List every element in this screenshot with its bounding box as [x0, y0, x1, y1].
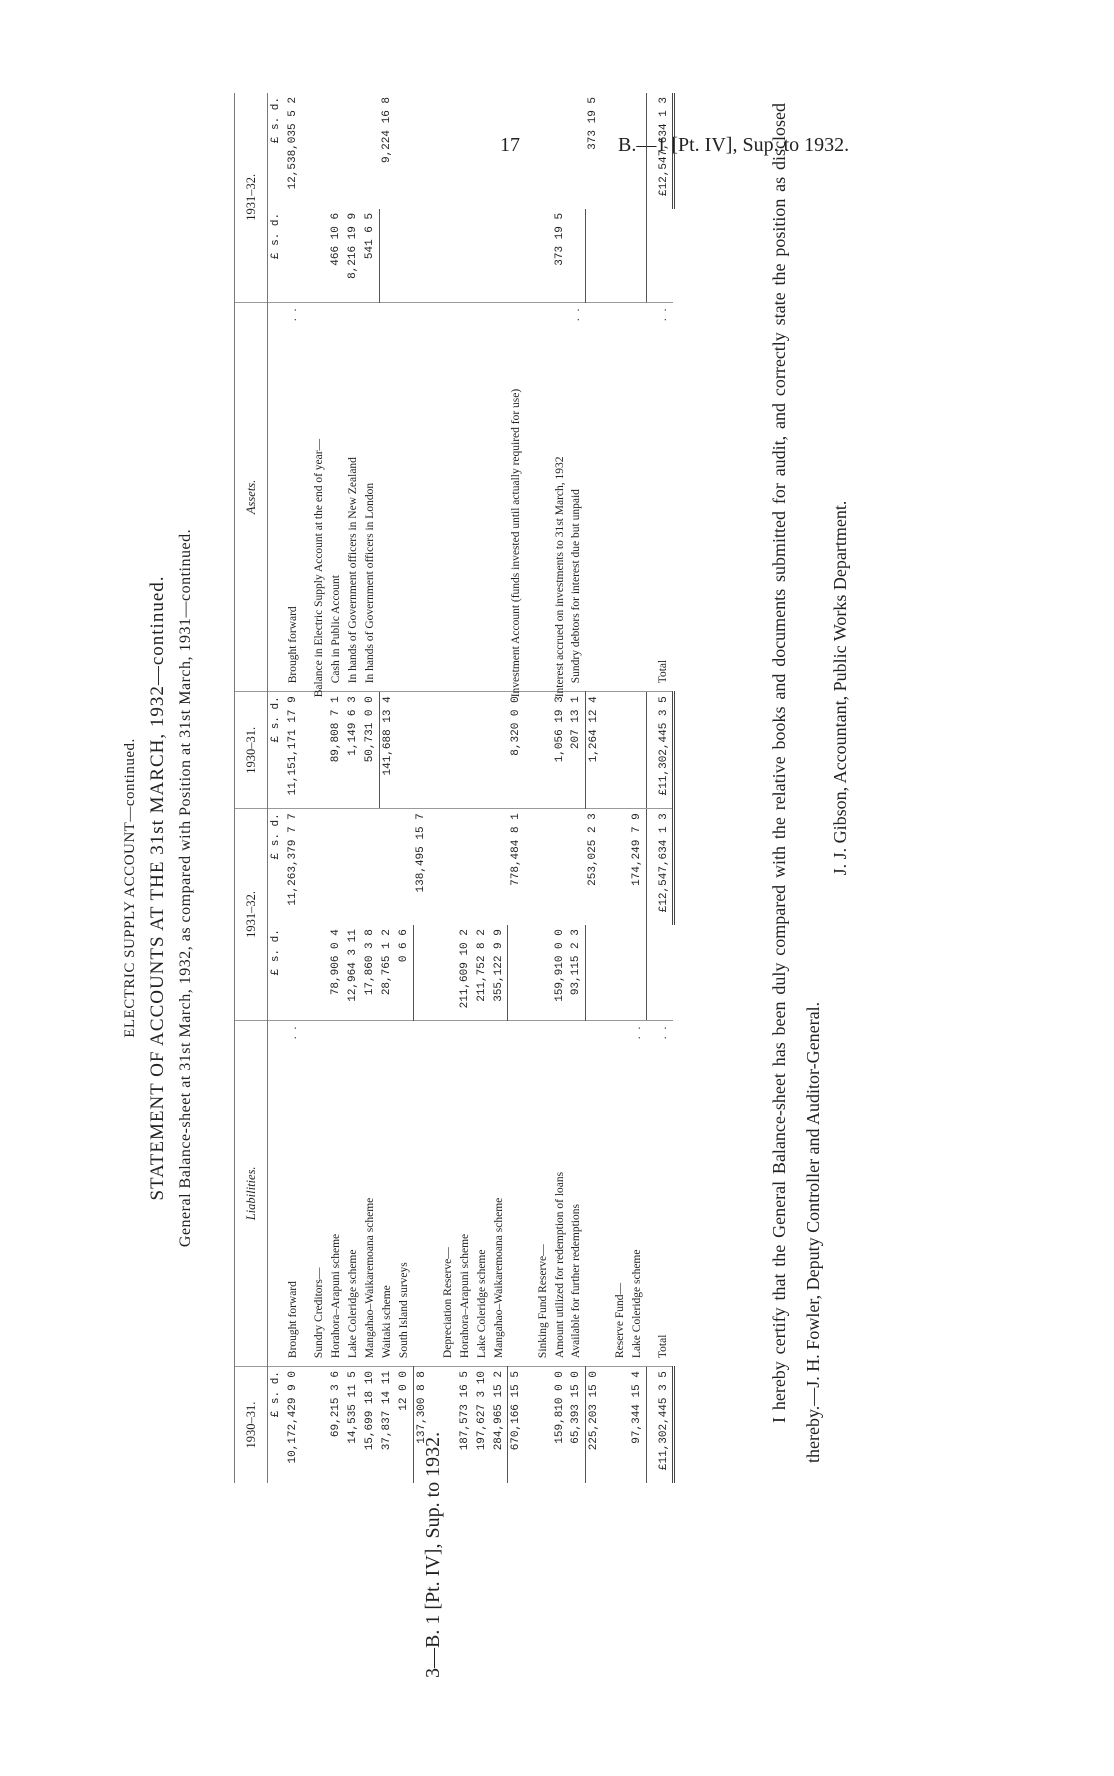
value-cell: 8,216 19 9 [345, 209, 362, 302]
balance-sheet-table [234, 93, 675, 1483]
row-label: Total . . [646, 302, 673, 692]
value-cell: 253,025 2 3 [587, 813, 600, 886]
lsd-label: £ s. d. [270, 1371, 283, 1418]
value-cell: 65,393 15 0 [568, 1367, 585, 1483]
row-label: Available for further redemptions [568, 1020, 585, 1366]
value-cell: 284,965 15 2 [491, 1367, 508, 1483]
value-cell: 197,627 3 10 [475, 1371, 488, 1451]
lsd-label: £ s. d. [268, 925, 285, 1020]
lsd-label: £ s. d. [270, 97, 283, 144]
value-cell: 141,688 13 4 [379, 692, 396, 809]
rotated-page-content [22, 88, 1092, 1688]
row-label: Mangahao–Waikaremoana scheme [362, 1020, 379, 1366]
row-label: In hands of Government officers in London [362, 302, 379, 692]
value-cell: 207 13 1 [568, 692, 585, 809]
table-row [379, 93, 396, 1483]
liabilities-header: Liabilities. [235, 1020, 268, 1366]
row-label: Waitaki scheme [379, 1020, 396, 1366]
value-cell: 541 6 5 [362, 209, 379, 302]
value-cell: 69,215 3 6 [330, 1371, 343, 1438]
table-row [457, 93, 474, 1483]
value-cell: 14,535 11 5 [347, 1371, 360, 1444]
table-row [585, 93, 602, 1483]
row-label: Lake Coleridge scheme [345, 1020, 362, 1366]
title-block [122, 88, 195, 1688]
value-cell: 0 6 6 [396, 925, 413, 1020]
section-heading: Balance in Electric Supply Account at the end of year— [311, 302, 328, 692]
value-cell: 211,609 10 2 [457, 925, 474, 1020]
table-row [311, 93, 328, 1483]
table-row [440, 93, 457, 1483]
row-label: Horahora–Arapuni scheme [457, 1020, 474, 1366]
row-label: South Island surveys [396, 1020, 413, 1366]
bottom-reference: 3—B. 1 [Pt. IV], Sup. to 1932. [422, 1431, 444, 1678]
balance-sheet-title: General Balance-sheet at 31st March, 1932, as compared with Position at 31st March, 1931—continued. [177, 528, 194, 1248]
section-heading: Depreciation Reserve— [440, 1020, 457, 1366]
account-title: ELECTRIC SUPPLY ACCOUNT—continued. [122, 738, 138, 1038]
value-cell: £11,302,445 3 5 [646, 692, 673, 809]
section-heading: Reserve Fund— [612, 1020, 629, 1366]
value-cell: £11,302,445 3 5 [646, 1367, 673, 1483]
value-cell: £12,547,634 1 3 [646, 809, 673, 925]
lsd-label: £ s. d. [268, 692, 285, 809]
value-cell: 1,264 12 4 [585, 692, 602, 809]
row-label: Horahora–Arapuni scheme [328, 1020, 345, 1366]
value-cell: 11,263,379 7 7 [286, 813, 299, 906]
value-cell: 159,910 0 0 [552, 925, 569, 1020]
value-cell: 137,300 8 8 [415, 1371, 428, 1444]
row-label: Lake Coleridge scheme [474, 1020, 491, 1366]
value-cell: 187,573 16 5 [458, 1371, 471, 1451]
value-cell: 12 0 0 [396, 1367, 413, 1483]
value-cell: 17,860 3 8 [362, 925, 379, 1020]
value-cell: 355,122 9 9 [491, 925, 508, 1020]
table-row [552, 93, 569, 1483]
table-row [362, 93, 379, 1483]
value-cell: 211,752 8 2 [474, 925, 491, 1020]
value-cell: 12,964 3 11 [345, 925, 362, 1020]
value-cell: 373 19 5 [552, 209, 569, 302]
value-cell: 78,906 0 4 [328, 925, 345, 1020]
table-row [396, 93, 413, 1483]
total-row [646, 93, 673, 1483]
value-cell: 37,837 14 11 [381, 1371, 394, 1451]
table-row [413, 93, 430, 1483]
value-cell: 9,224 16 8 [381, 97, 394, 164]
liabilities-curr-year-header: 1931–32. [235, 809, 268, 1020]
row-label: Lake Coleridge scheme . . [629, 1020, 646, 1366]
value-cell: 50,731 0 0 [362, 692, 379, 809]
certification-text: I hereby certify that the General Balance-sheet has been duly compared with the relative books and documents submitted for audit, and correctly state the position as disclosed thereby.—J. H. Fowler, Deputy Controller and Auditor-General. [769, 103, 824, 1463]
table-row [629, 93, 646, 1483]
section-heading: Sundry Creditors— [311, 1020, 328, 1366]
table-row [491, 93, 508, 1483]
table-row [328, 93, 345, 1483]
row-label: Interest accrued on investments to 31st March, 1932 [552, 302, 569, 692]
value-cell: 93,115 2 3 [568, 925, 585, 1020]
value-cell: 225,203 15 0 [587, 1371, 600, 1451]
table-row [345, 93, 362, 1483]
assets-prev-year-header: 1930–31. [235, 692, 268, 809]
value-cell: 15,699 18 10 [364, 1371, 377, 1451]
row-label: Amount utilized for redemption of loans [552, 1020, 569, 1366]
value-cell: 97,344 15 4 [631, 1371, 644, 1444]
assets-header: Assets. [235, 302, 268, 692]
value-cell: 10,172,429 9 0 [286, 1371, 299, 1464]
liabilities-prev-year-header: 1930–31. [235, 1367, 268, 1483]
value-cell: 174,249 7 9 [631, 813, 644, 886]
value-cell: 466 10 6 [328, 209, 345, 302]
row-label: Sundry debtors for interest due but unpaid . . [568, 302, 585, 692]
table-row [285, 93, 302, 1483]
row-label: In hands of Government officers in New Zealand [345, 302, 362, 692]
lsd-row [268, 93, 285, 1483]
table-row [612, 93, 629, 1483]
value-cell: 373 19 5 [587, 97, 600, 150]
row-label: Brought forward . . [285, 1020, 302, 1366]
table-row [535, 93, 552, 1483]
lsd-label: £ s. d. [270, 813, 283, 860]
value-cell: 11,151,171 17 9 [285, 692, 302, 809]
row-label: Cash in Public Account [328, 302, 345, 692]
row-label: Total . . [646, 1020, 673, 1366]
signature: J. J. Gibson, Accountant, Public Works Department. [830, 500, 850, 876]
value-cell: 12,538,035 5 2 [286, 97, 299, 190]
value-cell: 778,484 8 1 [509, 813, 522, 886]
value-cell: 89,808 7 1 [328, 692, 345, 809]
lsd-label: £ s. d. [268, 209, 285, 302]
page-number: 17 [500, 134, 520, 156]
section-heading: Sinking Fund Reserve— [535, 1020, 552, 1366]
value-cell: 28,765 1 2 [379, 925, 396, 1020]
value-cell: 1,149 6 3 [345, 692, 362, 809]
value-cell: 1,056 19 3 [552, 692, 569, 809]
assets-curr-year-header: 1931–32. [235, 93, 268, 302]
row-label: Investment Account (funds invested until actually required for use) [508, 302, 525, 692]
table-row [568, 93, 585, 1483]
document-reference: B.—1 [Pt. IV], Sup. to 1932. [618, 134, 850, 156]
value-cell: 8,320 0 0 [508, 692, 525, 809]
table-header-row [235, 93, 268, 1483]
value-cell: 159,810 0 0 [553, 1371, 566, 1444]
row-label: Mangahao–Waikaremoana scheme [491, 1020, 508, 1366]
statement-title: STATEMENT OF ACCOUNTS AT THE 31st MARCH, 1932—continued. [147, 575, 168, 1201]
row-label: Brought forward . . [285, 302, 302, 692]
table-row [508, 93, 525, 1483]
value-cell: 138,495 15 7 [415, 813, 428, 893]
table-row [474, 93, 491, 1483]
value-cell: 670,166 15 5 [510, 1371, 523, 1451]
value-cell: £12,547,634 1 3 [646, 93, 673, 209]
